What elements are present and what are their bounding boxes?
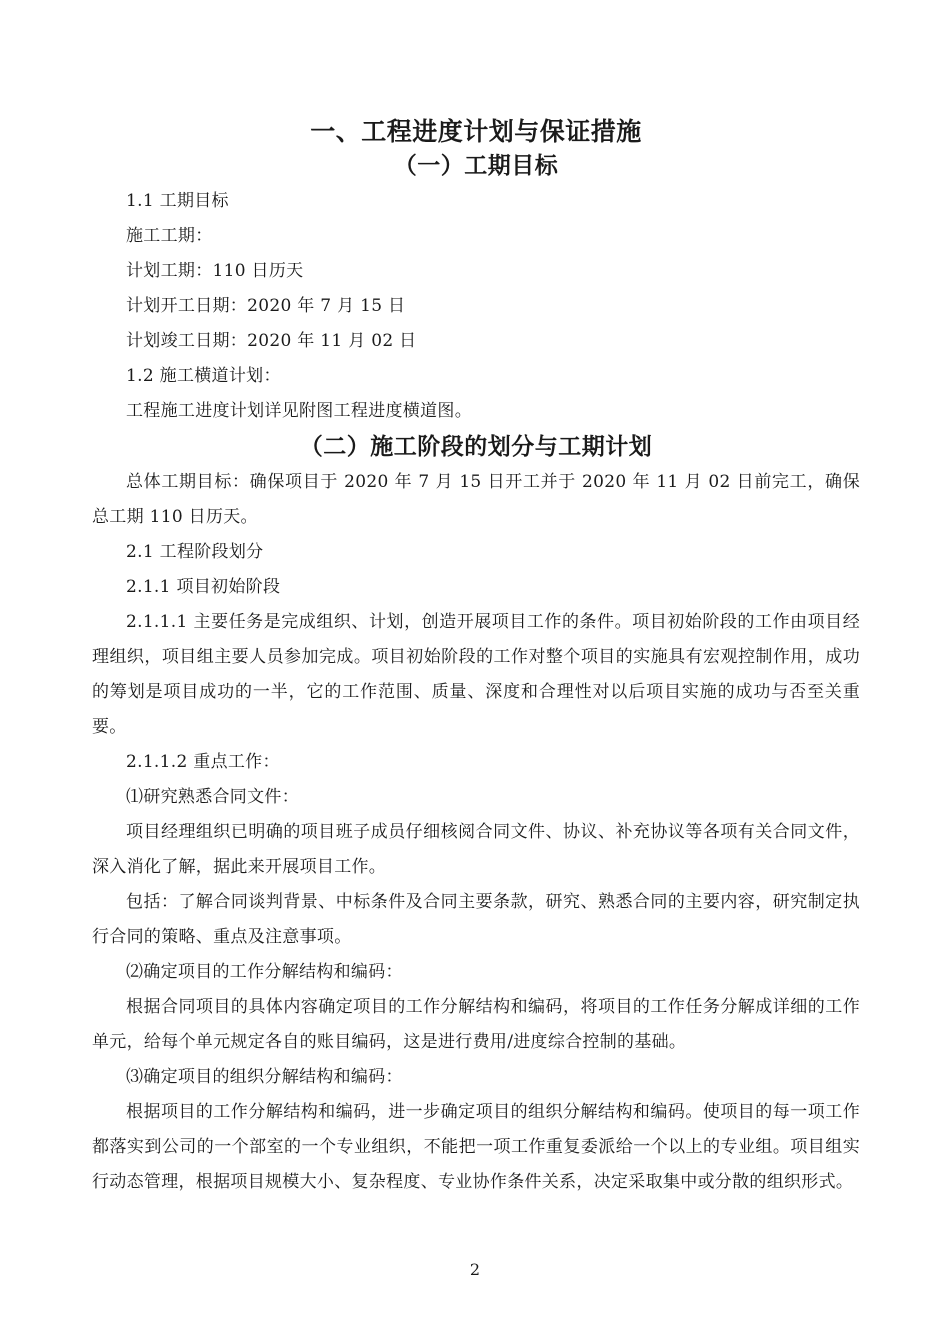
paragraph: 总体工期目标：确保项目于 2020 年 7 月 15 日开工并于 2020 年 11 月 02 日前完工，确保总工期 110 日历天。: [92, 472, 860, 527]
section-body-phase-division: [92, 465, 860, 1200]
paragraph: 项目经理组织已明确的项目班子成员仔细核阅合同文件、协议、补充协议等各项有关合同文件，深入消化了解，据此来开展项目工作。: [92, 822, 860, 877]
paragraph: 根据项目的工作分解结构和编码，进一步确定项目的组织分解结构和编码。使项目的每一项工作都落实到公司的一个部室的一个专业组织，不能把一项工作重复委派给一个以上的专业组。项目组实行动态管理，根据项目规模大小、复杂程度、专业协作条件关系，决定采取集中或分散的组织形式。: [92, 1102, 860, 1192]
paragraph: 根据合同项目的具体内容确定项目的工作分解结构和编码，将项目的工作任务分解成详细的工作单元，给每个单元规定各自的账目编码，这是进行费用/进度综合控制的基础。: [92, 997, 860, 1052]
paragraph: 包括：了解合同谈判背景、中标条件及合同主要条款，研究、熟悉合同的主要内容，研究制定执行合同的策略、重点及注意事项。: [92, 892, 860, 947]
paragraph: ⑵确定项目的工作分解结构和编码：: [126, 962, 403, 982]
paragraph: 施工工期：: [126, 226, 213, 246]
paragraph: 计划工期：110 日历天: [126, 261, 304, 281]
paragraph: 2.1.1 项目初始阶段: [126, 577, 281, 597]
paragraph: 2.1.1.2 重点工作：: [126, 752, 280, 772]
paragraph: 1.1 工期目标: [126, 191, 229, 211]
paragraph: ⑴研究熟悉合同文件：: [126, 787, 299, 807]
section-heading-phase-division: （二）施工阶段的划分与工期计划: [299, 434, 653, 460]
document-title: 一、工程进度计划与保证措施: [310, 117, 642, 146]
section-heading-schedule-target: （一）工期目标: [393, 153, 559, 179]
document-page: [92, 112, 860, 1200]
paragraph: 1.2 施工横道计划：: [126, 366, 281, 386]
paragraph: 计划开工日期：2020 年 7 月 15 日: [126, 296, 406, 316]
paragraph: 2.1 工程阶段划分: [126, 542, 264, 562]
paragraph: ⑶确定项目的组织分解结构和编码：: [126, 1067, 403, 1087]
page-number: 2: [469, 1260, 481, 1279]
section-body-schedule-target: [92, 184, 860, 429]
paragraph: 计划竣工日期：2020 年 11 月 02 日: [126, 331, 417, 351]
paragraph: 2.1.1.1 主要任务是完成组织、计划，创造开展项目工作的条件。项目初始阶段的工作由项目经理组织，项目组主要人员参加完成。项目初始阶段的工作对整个项目的实施具有宏观控制作用，成功的筹划是项目成功的一半，它的工作范围、质量、深度和合理性对以后项目实施的成功与否至关重要。: [92, 612, 860, 737]
paragraph: 工程施工进度计划详见附图工程进度横道图。: [126, 401, 472, 421]
